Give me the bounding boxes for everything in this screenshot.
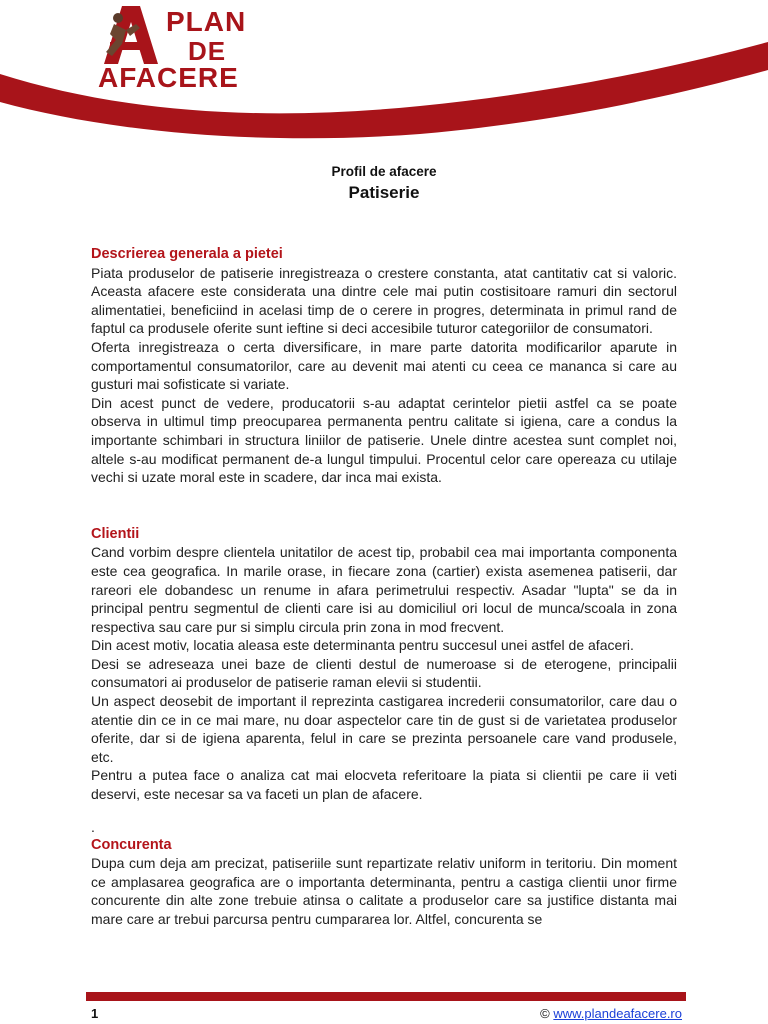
logo-line1: PLAN: [166, 6, 247, 37]
footer-copyright: [540, 1006, 682, 1021]
logo-line2: DE: [188, 36, 227, 66]
paragraph: Din acest motiv, locatia aleasa este determinanta pentru succesul unei astfel de afaceri.: [91, 637, 634, 654]
paragraph: Din acest punct de vedere, producatorii s-au adaptat cerintelor pietii astfel ca se poate observa in ultimul timp preocuparea permanenta pentru calitate si igiena, care a condus la importante schimbari in structura liniilor de patiserie. Unele dintre acestea sunt complet noi, altele s-au modificat permanent de-a lungul timpului. Procentul celor care opereaza cu utilaje vechi si uzate moral este in scadere, dar inca mai exista.: [91, 394, 677, 486]
paragraph: Oferta inregistreaza o certa diversificare, in mare parte datorita modificarilor aparute in comportamentul consumatorilor, care au devenit mai atenti cu ceea ce mananca si care au gusturi mai sofisticate si variate.: [91, 338, 677, 393]
document-body: [91, 245, 677, 929]
copyright-symbol: ©: [540, 1006, 550, 1021]
paragraph: Desi se adreseaza unei baze de clienti destul de numeroase si de eterogene, principalii consumatori ai produselor de patiserie raman elevii si studentii.: [91, 655, 677, 691]
section-title-piata: Descrierea generala a pietei: [91, 246, 283, 262]
paragraph: Un aspect deosebit de important il reprezinta castigarea increderii consumatorilor, care dau o atentie din ce in ce mai mare, nu doar aspectelor care tin de gust si de varietatea produselor oferite, dar si de igiena aparenta, felul in care se prezinta persoanele care vand produsele, etc.: [91, 693, 677, 765]
logo-line3: AFACERE: [98, 62, 239, 93]
document-title: Patiserie: [348, 183, 420, 202]
section-title-clientii: Clientii: [91, 525, 140, 542]
paragraph: Pentru a putea face o analiza cat mai elocveta referitoare la piata si clientii pe care ii veti deservi, este necesar sa va faceti un plan de afacere.: [91, 767, 677, 803]
paragraph: Dupa cum deja am precizat, patiseriile sunt repartizate relativ uniform in teritoriu. Din moment ce amplasarea geografica are o importanta determinanta, pentru a castiga clientii unor firme concurente din alte zone trebuie atinsa o calitate a produselor care sa justifice distanta mai mare care ar trebui parcursa pentru cumpararea lor. Altfel, concurenta se: [91, 855, 677, 927]
paragraph: Cand vorbim despre clientela unitatilor de acest tip, probabil cea mai importanta componenta este cea geografica. In marile orase, in fiecare zona (cartier) exista asemenea patiserii, dar rareori ele dobandesc un renume in afara perimetrului respectiv. Asadar "lupta" se da in principal pentru segmentul de clienti care isi au domiciliul ori locul de munca/scoala in zona respectiva sau care pur si simplu circula prin zona in mod frecvent.: [91, 544, 677, 635]
paragraph: Piata produselor de patiserie inregistreaza o crestere constanta, atat cantitativ cat si valoric. Aceasta afacere este considerata una dintre cele mai putin costisitoare ramuri din sectorul alimentatiei, beneficiind in acelasi timp de o cerere in progres, determinata in primul rand de faptul ca produsele oferite sunt ieftine si deci accesibile tuturor categoriilor de consumatori.: [91, 264, 677, 337]
separator-dot: .: [91, 818, 95, 835]
page-number: 1: [91, 1006, 99, 1021]
header-swoosh: [0, 30, 768, 140]
website-link[interactable]: www.plandeafacere.ro: [553, 1006, 682, 1021]
footer-bar: [86, 992, 686, 1001]
section-title-concurenta: Concurenta: [91, 836, 172, 853]
document-subtitle: Profil de afacere: [331, 164, 437, 179]
